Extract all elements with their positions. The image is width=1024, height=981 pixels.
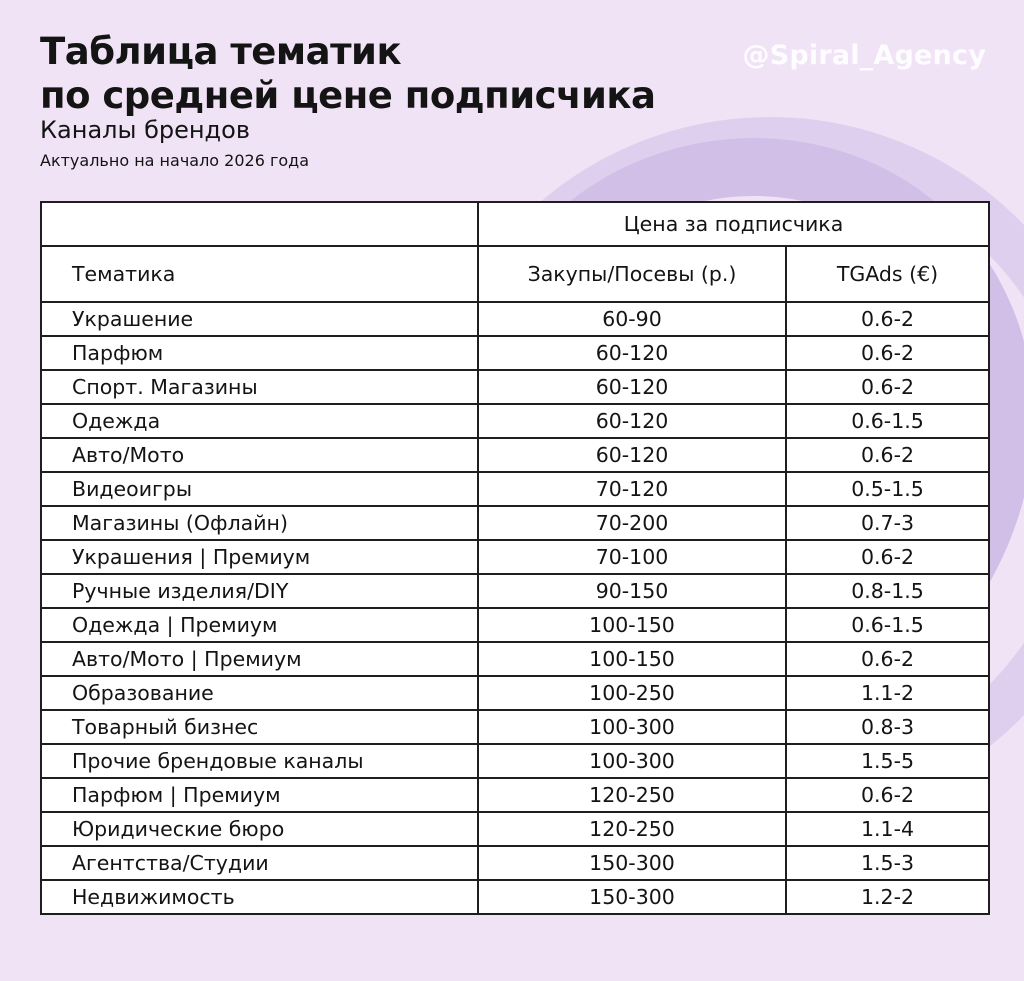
- table-row: [41, 608, 989, 642]
- cell-tgads-price: 0.6-2: [786, 438, 989, 472]
- cell-tgads-price: 0.6-2: [786, 540, 989, 574]
- cell-topic: Парфюм | Премиум: [41, 778, 478, 812]
- price-table: [40, 201, 990, 915]
- cell-tgads-price: 0.8-3: [786, 710, 989, 744]
- cell-tgads-price: 1.1-2: [786, 676, 989, 710]
- table-row: [41, 404, 989, 438]
- cell-topic: Одежда: [41, 404, 478, 438]
- cell-topic: Образование: [41, 676, 478, 710]
- cell-purchase-price: 60-120: [478, 370, 786, 404]
- cell-purchase-price: 70-200: [478, 506, 786, 540]
- table-row: [41, 812, 989, 846]
- table-row: [41, 744, 989, 778]
- cell-purchase-price: 60-120: [478, 336, 786, 370]
- cell-topic: Парфюм: [41, 336, 478, 370]
- table-row: [41, 710, 989, 744]
- cell-tgads-price: 0.7-3: [786, 506, 989, 540]
- price-group-header: Цена за подписчика: [478, 202, 989, 246]
- subtitle: Каналы брендов: [40, 116, 250, 144]
- title-line-2: по средней цене подписчика: [40, 74, 656, 117]
- watermark-handle: @Spiral_Agency: [742, 40, 986, 71]
- cell-topic: Украшения | Премиум: [41, 540, 478, 574]
- cell-tgads-price: 0.6-2: [786, 642, 989, 676]
- table-row: [41, 846, 989, 880]
- cell-purchase-price: 150-300: [478, 880, 786, 914]
- table-row: [41, 336, 989, 370]
- cell-purchase-price: 100-300: [478, 744, 786, 778]
- cell-purchase-price: 60-120: [478, 404, 786, 438]
- cell-purchase-price: 120-250: [478, 812, 786, 846]
- cell-purchase-price: 90-150: [478, 574, 786, 608]
- cell-tgads-price: 1.5-5: [786, 744, 989, 778]
- table-row: [41, 540, 989, 574]
- column-header-topic: Тематика: [41, 246, 478, 302]
- table-row: [41, 880, 989, 914]
- cell-topic: Юридические бюро: [41, 812, 478, 846]
- cell-tgads-price: 0.6-2: [786, 302, 989, 336]
- table-row: [41, 370, 989, 404]
- cell-topic: Ручные изделия/DIY: [41, 574, 478, 608]
- cell-purchase-price: 150-300: [478, 846, 786, 880]
- cell-tgads-price: 0.6-2: [786, 370, 989, 404]
- column-header-purchases: Закупы/Посевы (р.): [478, 246, 786, 302]
- cell-tgads-price: 0.6-1.5: [786, 608, 989, 642]
- cell-tgads-price: 0.6-2: [786, 336, 989, 370]
- cell-tgads-price: 0.6-2: [786, 778, 989, 812]
- header-empty-cell: [41, 202, 478, 246]
- cell-purchase-price: 120-250: [478, 778, 786, 812]
- cell-topic: Видеоигры: [41, 472, 478, 506]
- cell-topic: Авто/Мото | Премиум: [41, 642, 478, 676]
- table-row: [41, 676, 989, 710]
- table-row: [41, 438, 989, 472]
- cell-tgads-price: 0.8-1.5: [786, 574, 989, 608]
- cell-purchase-price: 60-120: [478, 438, 786, 472]
- cell-topic: Магазины (Офлайн): [41, 506, 478, 540]
- cell-tgads-price: 1.2-2: [786, 880, 989, 914]
- table-row: [41, 302, 989, 336]
- cell-purchase-price: 60-90: [478, 302, 786, 336]
- cell-tgads-price: 0.5-1.5: [786, 472, 989, 506]
- cell-topic: Авто/Мото: [41, 438, 478, 472]
- cell-purchase-price: 70-100: [478, 540, 786, 574]
- table-column-header-row: [41, 246, 989, 302]
- cell-topic: Прочие брендовые каналы: [41, 744, 478, 778]
- table-row: [41, 778, 989, 812]
- date-note: Актуально на начало 2026 года: [40, 151, 310, 170]
- page-title: [40, 30, 655, 118]
- cell-purchase-price: 100-250: [478, 676, 786, 710]
- table-body: [41, 302, 989, 914]
- table-row: [41, 506, 989, 540]
- cell-topic: Одежда | Премиум: [41, 608, 478, 642]
- cell-purchase-price: 100-300: [478, 710, 786, 744]
- table-row: [41, 472, 989, 506]
- table-row: [41, 574, 989, 608]
- cell-purchase-price: 100-150: [478, 642, 786, 676]
- table-row: [41, 642, 989, 676]
- cell-topic: Агентства/Студии: [41, 846, 478, 880]
- table-group-header-row: [41, 202, 989, 246]
- cell-tgads-price: 0.6-1.5: [786, 404, 989, 438]
- cell-topic: Товарный бизнес: [41, 710, 478, 744]
- title-line-1: Таблица тематик: [40, 30, 402, 73]
- column-header-tgads: TGAds (€): [786, 246, 989, 302]
- cell-topic: Украшение: [41, 302, 478, 336]
- cell-topic: Спорт. Магазины: [41, 370, 478, 404]
- cell-tgads-price: 1.1-4: [786, 812, 989, 846]
- cell-purchase-price: 100-150: [478, 608, 786, 642]
- cell-tgads-price: 1.5-3: [786, 846, 989, 880]
- cell-topic: Недвижимость: [41, 880, 478, 914]
- cell-purchase-price: 70-120: [478, 472, 786, 506]
